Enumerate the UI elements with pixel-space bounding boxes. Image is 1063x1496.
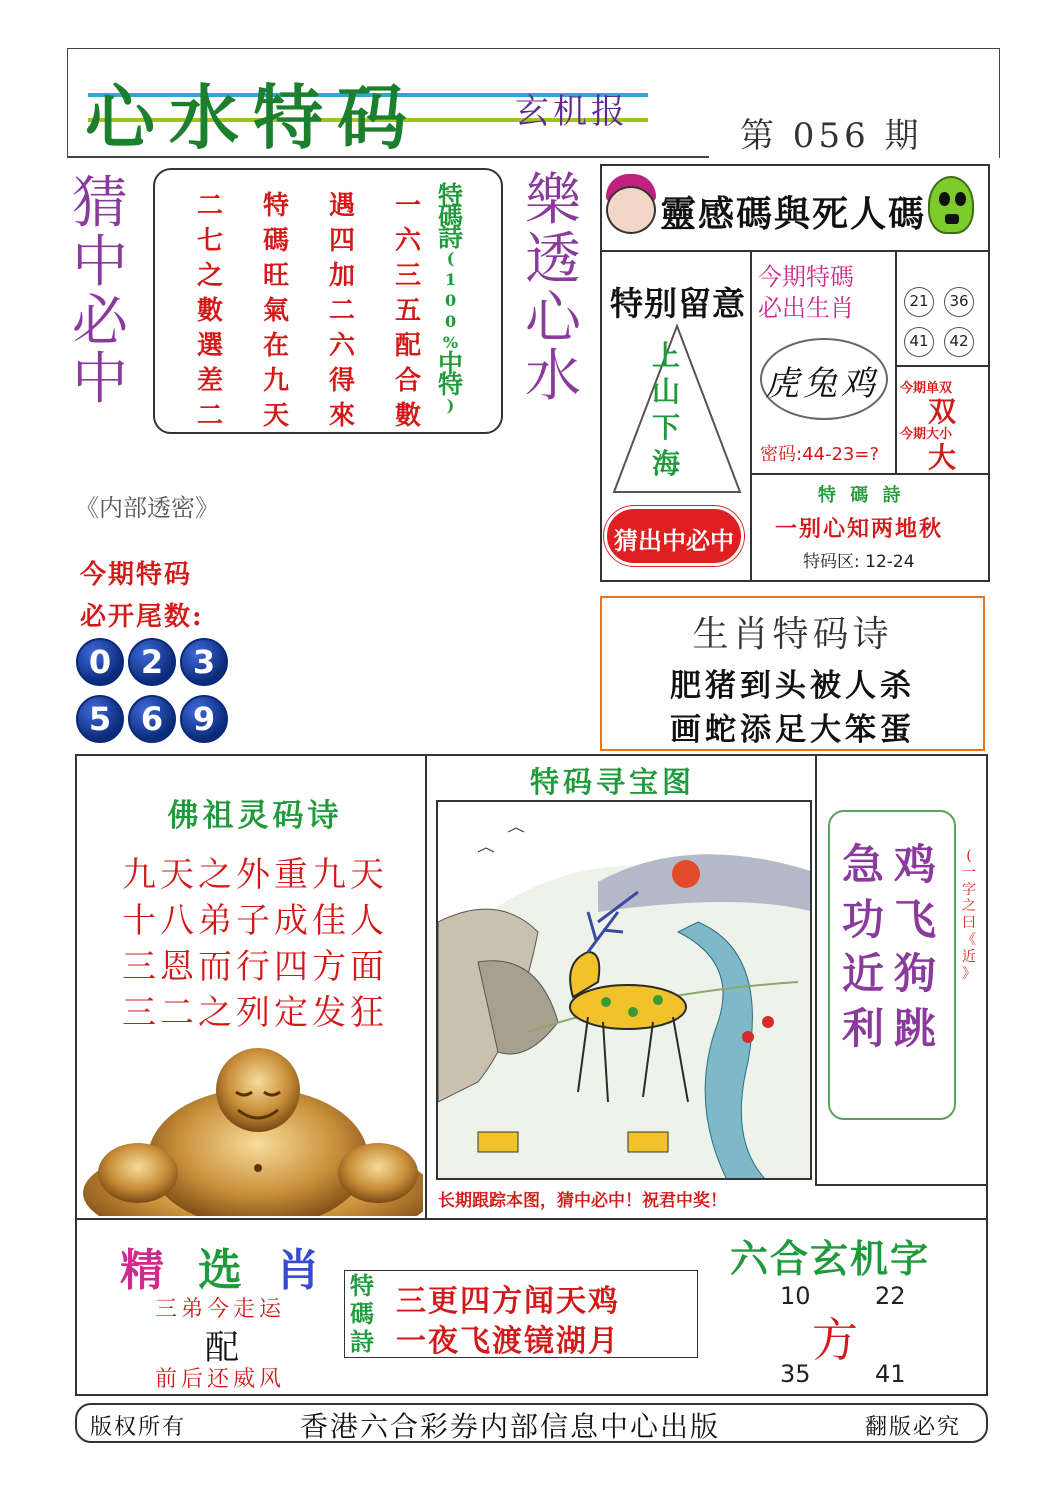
lucky-number: 42: [944, 327, 974, 357]
digit-ball: 6: [128, 695, 176, 743]
issue-number: 第 056 期: [740, 116, 923, 156]
poem-char: 特: [262, 191, 289, 221]
poem-char: 配: [394, 331, 421, 361]
poem-char: 旺: [262, 261, 289, 291]
buddha-statue-image: [78, 1048, 423, 1216]
poem-char: 碼: [262, 226, 289, 256]
slogan-char: 猜: [72, 171, 128, 236]
poem-char: 氣: [262, 296, 289, 326]
slogan-char: 心: [525, 285, 581, 351]
hint-char: 》: [962, 965, 976, 982]
poem-char: 天: [262, 401, 289, 431]
mountain-text: [652, 338, 680, 482]
riddle-char: 鸡: [894, 840, 937, 889]
poem-char: 合: [394, 366, 421, 396]
riddle-char: 利: [842, 1003, 885, 1053]
poem-char: 六: [394, 226, 421, 256]
slogan-char: 透: [525, 226, 581, 292]
hint-char: (: [966, 848, 972, 864]
code-poem-side-label: [438, 181, 464, 416]
lucky-poem: 一别心知两地秋: [775, 516, 944, 542]
side-char: 特: [438, 181, 464, 210]
code-poem-grid: [177, 185, 441, 430]
slogan-char: 中: [72, 347, 128, 413]
liuhe-number: 41: [875, 1360, 906, 1388]
guess-badge-text: 猜出中必中: [614, 526, 734, 555]
riddle-hint: [962, 848, 976, 982]
big-small-label: 今期大小: [900, 427, 953, 442]
slogan-char: 必: [72, 288, 128, 354]
treasure-map-title: 特码寻宝图: [530, 765, 696, 799]
poem-char: 五: [394, 296, 421, 326]
guess-badge: [604, 506, 744, 566]
lucky-poem-label: 特 碼 詩: [818, 485, 905, 506]
bottom-poem-line: 一夜飞渡镜湖月: [396, 1324, 620, 1359]
side-char: 0: [444, 291, 457, 310]
skull-eye: [939, 192, 950, 206]
side-char: ): [446, 396, 455, 415]
poem-char: 選: [196, 331, 223, 361]
liuhe-center-char: 方: [812, 1313, 858, 1367]
bottom-poem-label: [350, 1272, 374, 1356]
big-small-value: 大: [928, 441, 957, 474]
page-subtitle: 玄机报: [515, 92, 629, 132]
zodiac-poem-title: 生肖特码诗: [692, 614, 893, 655]
poem-char: 一: [394, 191, 421, 221]
poem-char: 數: [394, 401, 421, 431]
internal-secret-label: 《内部透密》: [75, 494, 219, 522]
riddle-char: 飞: [894, 894, 937, 944]
riddle-char: 狗: [894, 949, 937, 999]
deer-landscape-illustration: [438, 802, 812, 1180]
zodiac-poem-line: 肥猪到头被人杀: [670, 668, 915, 704]
side-char: 特: [438, 370, 464, 399]
zodiac-poem-line: 画蛇添足大笨蛋: [670, 712, 915, 748]
digit-ball: 0: [76, 638, 124, 686]
secret-code: 密码:44-23=?: [760, 444, 880, 465]
side-char: 詩: [438, 223, 464, 252]
publisher-text: 香港六合彩券内部信息中心出版: [300, 1410, 721, 1443]
buddha-poem-line: 三恩而行四方面: [122, 947, 388, 987]
poem-char: 三: [394, 261, 421, 291]
side-char: 1: [444, 270, 457, 289]
side-char: 0: [444, 312, 457, 331]
lucky-number: 41: [904, 327, 934, 357]
riddle-char: 急: [842, 840, 885, 889]
tail-label-line: 必开尾数:: [80, 601, 204, 632]
must-zodiac-line: 必出生肖: [758, 294, 854, 323]
riddle-char: 近: [842, 949, 885, 999]
tail-label-line: 今期特码: [80, 560, 193, 590]
bottom-poem-label-char: 特: [350, 1271, 374, 1300]
no-reprint-text: 翻版必究: [865, 1415, 962, 1440]
buddha-poem-line: 十八弟子成佳人: [122, 901, 388, 941]
liuhe-number: 10: [780, 1282, 811, 1310]
digit-ball: 3: [180, 638, 228, 686]
hint-char: 字: [962, 881, 976, 898]
special-note-label: 特别留意: [610, 284, 746, 323]
page-title: 心水特码: [85, 76, 421, 159]
hint-char: 之: [962, 898, 976, 915]
left-vertical-slogan: [72, 171, 128, 413]
liuhe-number: 35: [780, 1360, 811, 1388]
odd-even-label: 今期单双: [900, 381, 953, 396]
poem-char: 二: [196, 401, 223, 431]
hint-char: 曰: [962, 915, 976, 932]
featured-char: 选: [198, 1245, 276, 1296]
side-char: %: [442, 333, 459, 352]
bottom-poem-label-char: 詩: [350, 1327, 374, 1356]
lucky-box-divider: [895, 365, 990, 367]
lucky-number: 36: [944, 287, 974, 317]
digit-ball: 9: [180, 695, 228, 743]
odd-even-value: 双: [928, 395, 957, 428]
side-char: 中: [438, 349, 464, 378]
zodiac-animals: 虎兔鸡: [765, 364, 879, 404]
poem-char: 六: [328, 331, 355, 361]
treasure-map-image: [436, 800, 812, 1180]
lucky-box-divider: [750, 251, 752, 581]
buddha-poem: [75, 852, 435, 1036]
poem-char: 九: [262, 366, 289, 396]
poem-char: 之: [196, 261, 223, 291]
poem-char: 來: [328, 401, 355, 431]
riddle-char: 跳: [894, 1003, 937, 1053]
code-zone: 特码区: 12-24: [803, 552, 915, 572]
riddle-column: [894, 838, 936, 1056]
poem-char: 遇: [328, 191, 355, 221]
skull-mouth: [945, 214, 959, 224]
hint-char: 近: [962, 948, 976, 965]
slogan-char: 樂: [525, 168, 581, 233]
lucky-box-header-divider: [600, 250, 990, 252]
mountain-char: 山: [652, 375, 681, 408]
right-vertical-slogan: [525, 168, 581, 410]
riddle-char: 功: [842, 894, 885, 944]
poem-char: 四: [328, 226, 355, 256]
poem-char: 在: [262, 331, 289, 361]
bottom-poem-line: 三更四方闻天鸡: [396, 1284, 620, 1319]
skull-eye: [955, 192, 966, 206]
lucky-box-divider: [895, 251, 897, 473]
must-zodiac-label: [758, 262, 854, 324]
side-char: 碼: [438, 202, 464, 231]
featured-line: 前后还威风: [155, 1367, 286, 1392]
buddha-poem-line: 三二之列定发狂: [122, 993, 388, 1033]
girl-face-icon: [606, 186, 656, 234]
featured-line: 三弟今走运: [155, 1297, 286, 1322]
hint-char: 一: [962, 864, 976, 881]
digit-ball: 5: [76, 695, 124, 743]
mountain-char: 上: [652, 339, 681, 372]
poem-char: 差: [196, 366, 223, 396]
featured-pair-mark: 配: [205, 1328, 239, 1368]
buddha-poem-title: 佛祖灵码诗: [167, 798, 343, 834]
tail-digits-label: [80, 555, 204, 638]
poem-char: 二: [328, 296, 355, 326]
liuhe-number: 22: [875, 1282, 906, 1310]
side-char: (: [446, 249, 455, 268]
poem-char: 得: [328, 366, 355, 396]
copyright-text: 版权所有: [90, 1415, 187, 1440]
featured-char: 精: [120, 1245, 198, 1296]
lucky-number: 21: [904, 287, 934, 317]
slogan-char: 中: [72, 229, 128, 295]
slogan-char: 水: [525, 344, 581, 410]
buddha-poem-line: 九天之外重九天: [122, 855, 388, 895]
lucky-box-title: 靈感碼與死人碼: [660, 193, 927, 235]
mountain-char: 下: [652, 411, 681, 444]
poem-char: 數: [196, 296, 223, 326]
treasure-map-caption: 长期跟踪本图，猜中必中！祝君中奖！: [438, 1191, 727, 1211]
liuhe-title: 六合玄机字: [730, 1236, 931, 1281]
hint-char: 《: [962, 931, 976, 948]
must-zodiac-line: 今期特碼: [758, 263, 854, 291]
poem-char: 二: [196, 191, 223, 221]
poem-char: 加: [328, 261, 355, 291]
featured-zodiac-title: [120, 1234, 354, 1298]
mountain-char: 海: [652, 447, 681, 480]
featured-char: 肖: [276, 1245, 354, 1296]
skull-icon: [928, 176, 974, 234]
poem-char: 七: [196, 226, 223, 256]
bottom-poem-label-char: 碼: [350, 1299, 374, 1328]
riddle-column: [842, 838, 884, 1056]
digit-ball: 2: [128, 638, 176, 686]
